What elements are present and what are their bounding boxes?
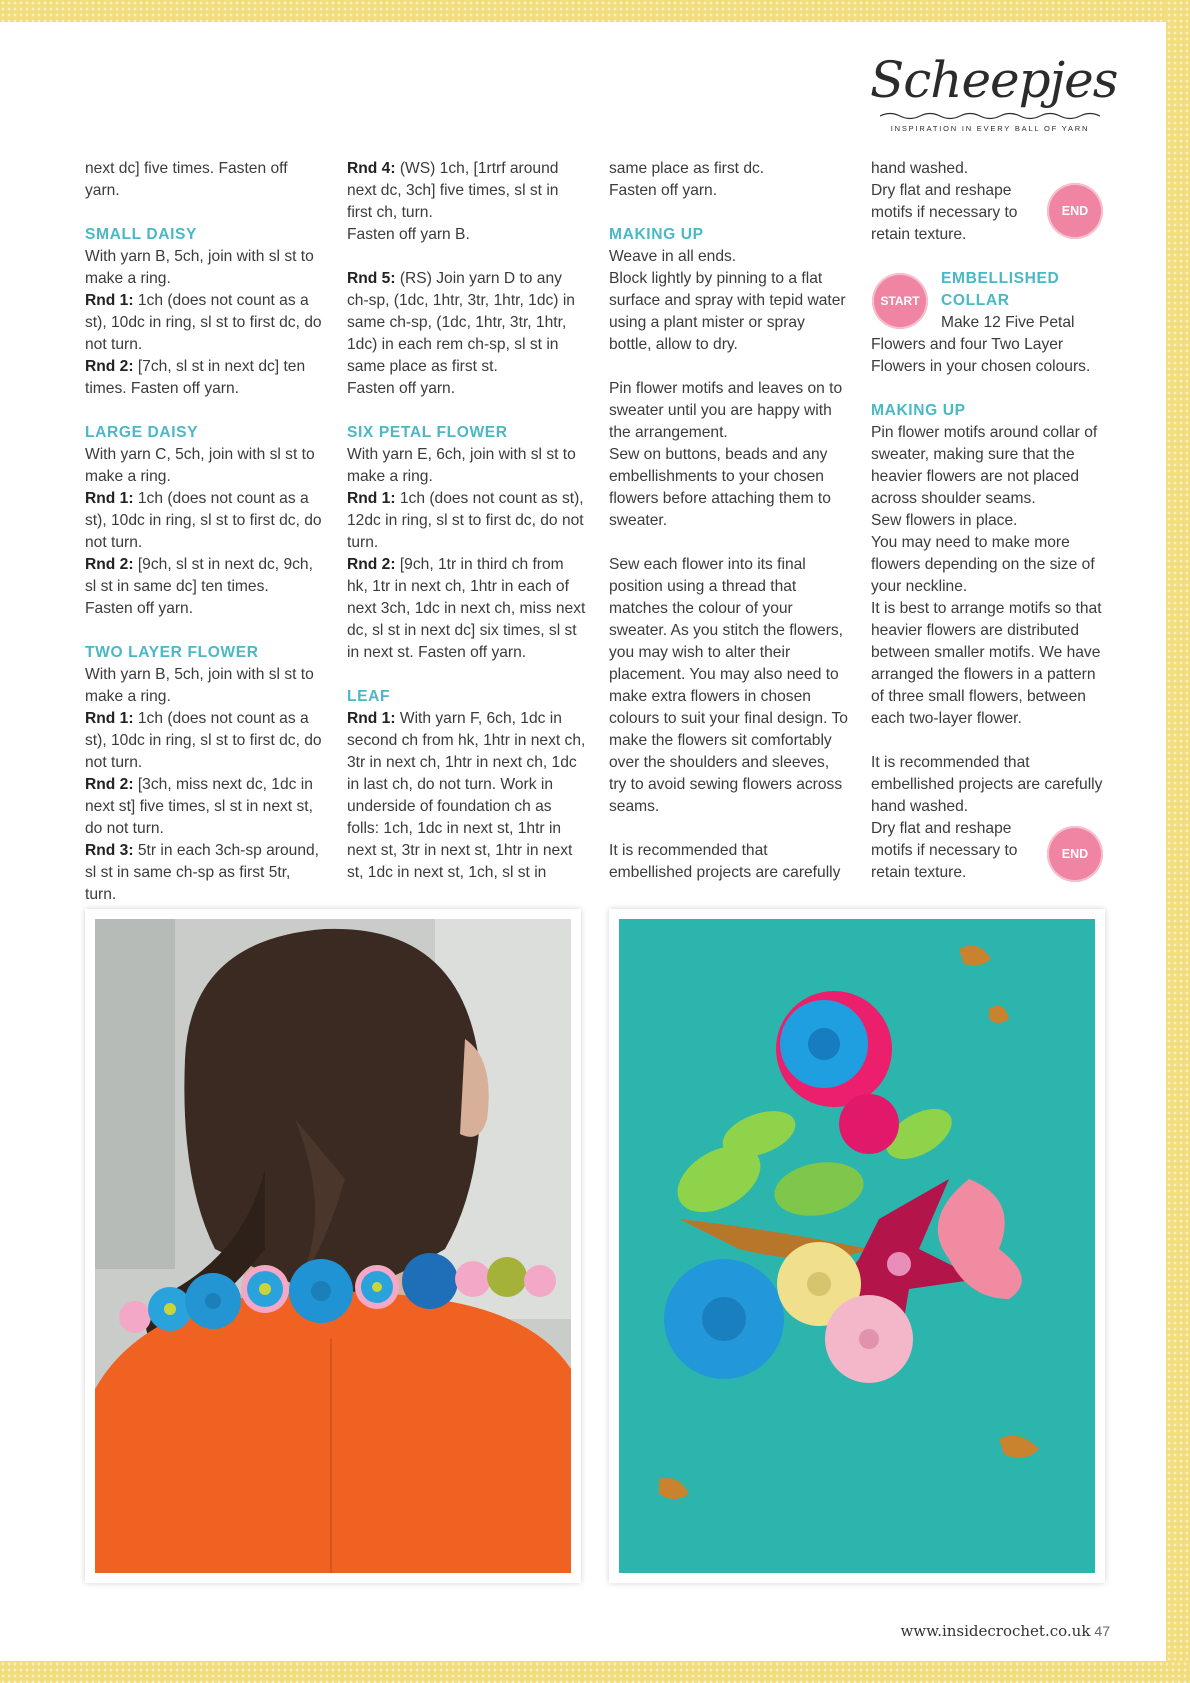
paragraph: With yarn C, 5ch, join with sl st to make a ring. [85,446,315,485]
text-column-3 [609,158,849,884]
paragraph: Fasten off yarn B. [347,226,470,243]
logo-squiggle-icon [880,110,1100,122]
heading-two-layer-flower: TWO LAYER FLOWER [85,644,259,661]
paragraph: Sew each flower into its final position using a thread that matches the colour of your sweater. As you stitch the flowers, you may wish to alter their placement. You may also need to make extra flowers in chosen colours to suit your final design. To make the flowers sit comfortably over the shoulders and sleeves, try to avoid sewing flowers across seams. [609,556,848,815]
page-border-bottom [0,1661,1190,1683]
page-border-top [0,0,1190,22]
round-text: 1ch (does not count as a st), 10dc in ring, sl st to first dc, do not turn. [85,292,322,353]
paragraph: Sew flowers in place. [871,512,1018,529]
round-text: (RS) Join yarn D to any ch-sp, (1dc, 1htr, 3tr, 1htr, 1dc) in same ch-sp, (1dc, 1htr, 3tr, 1htr, 1dc) in each rem ch-sp, sl st in same place as first st. [347,270,575,375]
paragraph [85,840,325,906]
round-label: Rnd 1: [85,490,134,507]
paragraph: Fasten off yarn. [85,600,194,617]
round-text: 1ch (does not count as a st), 10dc in ring, sl st to first dc, do not turn. [85,710,322,771]
round-text: 1ch (does not count as st), 12dc in ring, sl st to first dc, do not turn. [347,490,584,551]
round-text: [7ch, sl st in next dc] ten times. Fasten off yarn. [85,358,306,397]
round-label: Rnd 5: [347,270,396,287]
paragraph: Make 12 Five Petal Flowers and four Two Layer Flowers in your chosen colours. [871,314,1091,375]
heading-embellished-collar: EMBELLISHED [941,270,1060,287]
round-label: Rnd 2: [85,358,134,375]
paragraph: hand washed. [871,160,969,177]
paragraph [347,554,587,664]
paragraph: same place as first dc. [609,160,765,177]
round-label: Rnd 1: [85,292,134,309]
round-text: 1ch (does not count as a st), 10dc in ring, sl st to first dc, do not turn. [85,490,322,551]
heading-leaf: LEAF [347,688,391,705]
collar-photo-image [95,919,571,1573]
page-border-right [1166,0,1190,1683]
paragraph: Fasten off yarn. [609,182,718,199]
paragraph: Pin flower motifs around collar of sweater, making sure that the heavier flowers are not placed across shoulder seams. [871,424,1098,507]
paragraph: Sew on buttons, beads and any embellishments to your chosen flowers before attaching them to sweater. [609,446,831,529]
round-text: With yarn F, 6ch, 1dc in second ch from hk, 1htr in next ch, 3tr in next ch, 1htr in next ch, 1dc in last ch, do not turn. Work in underside of foundation ch as folls: 1ch, 1dc in next st, 1htr in next st, 3tr in next st, 1htr in next st, 1dc in next st, 1ch, sl st in [347,710,586,881]
paragraph: With yarn B, 5ch, join with sl st to make a ring. [85,248,314,287]
round-label: Rnd 2: [85,556,134,573]
end-badge: END [1047,826,1103,882]
heading-small-daisy: SMALL DAISY [85,226,198,243]
heading-making-up: MAKING UP [871,402,966,419]
text-column-1 [85,158,325,906]
paragraph [347,268,587,378]
paragraph: Dry flat and reshape motifs if necessary to retain texture. [871,820,1018,881]
heading-making-up: MAKING UP [609,226,704,243]
paragraph: It is recommended that embellished projects are carefully [609,842,841,881]
photo-flowers-teal [609,909,1105,1583]
brand-logo-wordmark: Scheepjes [870,51,1118,109]
paragraph [347,708,587,884]
paragraph: With yarn B, 5ch, join with sl st to make a ring. [85,666,314,705]
round-label: Rnd 1: [85,710,134,727]
flowers-photo-image [619,919,1095,1573]
footer-url[interactable]: www.insidecrochet.co.uk [900,1622,1091,1640]
brand-tagline: INSPIRATION IN EVERY BALL OF YARN [890,124,1090,133]
paragraph [85,774,325,840]
paragraph [85,290,325,356]
paragraph: Pin flower motifs and leaves on to sweater until you are happy with the arrangement. [609,380,843,441]
paragraph: It is recommended that embellished projects are carefully hand washed. [871,754,1103,815]
paragraph: next dc] five times. Fasten off yarn. [85,160,288,199]
paragraph: It is best to arrange motifs so that heavier flowers are distributed between smaller motifs. We have arranged the flowers in a pattern of three small flowers, between each two-layer flower. [871,600,1102,727]
heading-six-petal-flower: SIX PETAL FLOWER [347,424,508,441]
round-label: Rnd 1: [347,710,396,727]
paragraph: Block lightly by pinning to a flat surface and spray with tepid water using a plant mister or spray bottle, allow to dry. [609,270,846,353]
brand-logo [870,48,1118,138]
page-footer [900,1622,1110,1640]
round-label: Rnd 1: [347,490,396,507]
paragraph: With yarn E, 6ch, join with sl st to make a ring. [347,446,576,485]
paragraph [347,488,587,554]
heading-large-daisy: LARGE DAISY [85,424,199,441]
round-label: Rnd 4: [347,160,396,177]
round-label: Rnd 3: [85,842,134,859]
paragraph [85,356,325,400]
round-text: 5tr in each 3ch-sp around, sl st in same ch-sp as first 5tr, turn. [85,842,320,903]
paragraph: You may need to make more flowers depending on the size of your neckline. [871,534,1095,595]
text-column-4 [871,158,1111,884]
heading-embellished-collar-line2: COLLAR [941,292,1010,309]
paragraph: Dry flat and reshape motifs if necessary to retain texture. [871,182,1018,243]
photo-collar-back [85,909,581,1583]
end-badge: END [1047,183,1103,239]
round-text: [9ch, sl st in next dc, 9ch, sl st in same dc] ten times. [85,556,313,595]
round-text: [9ch, 1tr in third ch from hk, 1tr in next ch, 1htr in each of next 3ch, 1dc in next ch, miss next dc, sl st in next dc] six times, sl st in next st. Fasten off yarn. [347,556,586,661]
text-column-2 [347,158,587,884]
paragraph [347,158,587,224]
start-badge: START [872,273,928,329]
round-text: [3ch, miss next dc, 1dc in next st] five times, sl st in next st, do not turn. [85,776,313,837]
round-label: Rnd 2: [347,556,396,573]
round-text: (WS) 1ch, [1rtrf around next dc, 3ch] five times, sl st in first ch, turn. [347,160,559,221]
paragraph [85,708,325,774]
paragraph [85,488,325,554]
paragraph [85,554,325,598]
page-number: 47 [1094,1623,1110,1639]
paragraph: Fasten off yarn. [347,380,456,397]
round-label: Rnd 2: [85,776,134,793]
paragraph: Weave in all ends. [609,248,737,265]
